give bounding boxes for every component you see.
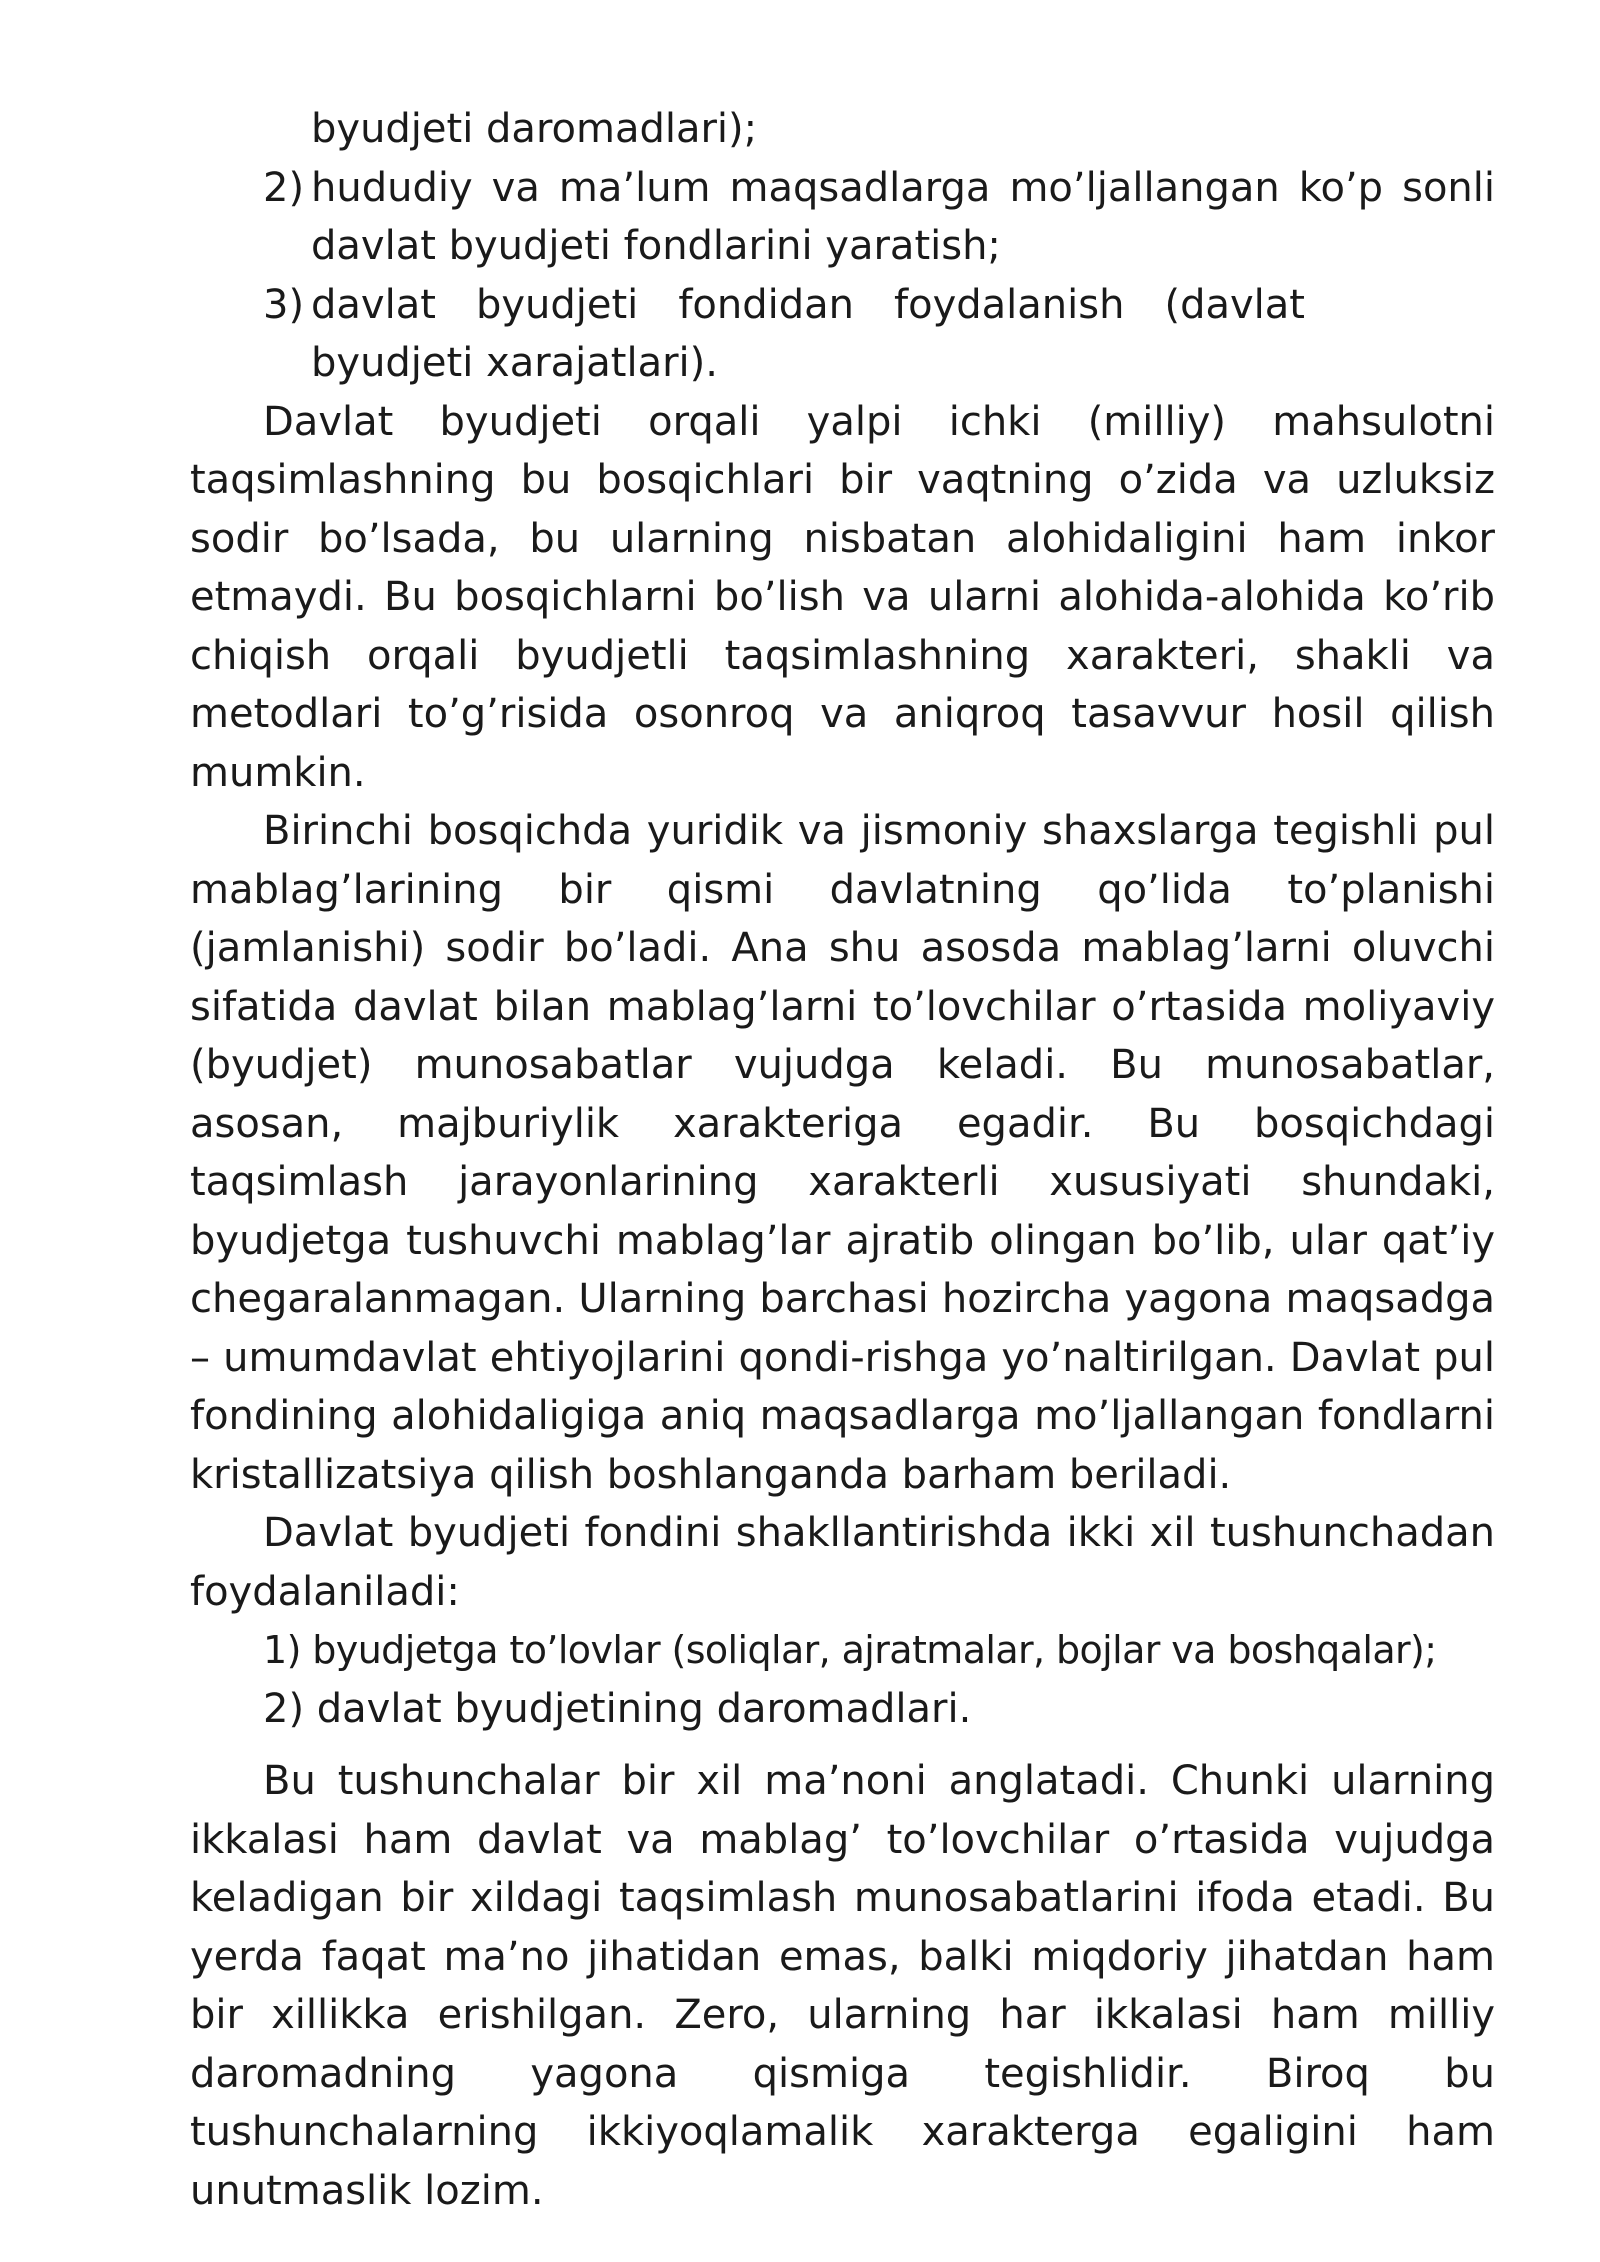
list-item-2 [190, 159, 1495, 276]
document-page [190, 100, 1495, 2220]
list-item-text [311, 276, 1495, 335]
list-item-number: 3) [263, 281, 305, 328]
list-item-continuation: byudjeti xarajatlari). [311, 340, 718, 386]
list-item-continuation: byudjeti daromadlari); [311, 106, 758, 152]
list-item: 2) davlat byudjetining daromadlari. [263, 1685, 972, 1732]
list-item-3 [190, 276, 1495, 335]
paragraph: Birinchi bosqichda yuridik va jismoniy shaxslarga tegishli pul mablag’larining bir qismi davlatning qo’lida to’planishi (jamlanishi) sodir bo’ladi. Ana shu asosda mablag’larni oluvchi sifatida davlat bilan mablag’larni to’lovchilar o’rtasida moliyaviy (byudjet) munosabatlar vujudga keladi. Bu munosabatlar, asosan, majburiylik xarakteriga egadir. Bu bosqichdagi taqsimlash jarayonlarining xarakterli xususiyati shundaki, byudjetga tushuvchi mablag’lar ajratib olingan bo’lib, ular qat’iy chegaralanmagan. Ularning barchasi hozircha yagona maqsadga – umumdavlat ehtiyojlarini qondi-rishga yo’naltirilgan. Davlat pul fondining alohidaligiga aniq maqsadlarga mo’ljallangan fondlarni kristallizatsiya qilish boshlanganda barham beriladi. [190, 808, 1495, 1498]
list-item-line: davlat byudjeti fondidan foydalanish (davlat [311, 281, 1305, 328]
paragraph: Bu tushunchalar bir xil ma’noni anglatadi. Chunki ularning ikkalasi ham davlat va mablag’ to’lovchilar o’rtasida vujudga keladigan bir xildagi taqsimlash munosabatlarini ifoda etadi. Bu yerda faqat ma’no jihatidan emas, balki miqdoriy jihatdan ham bir xillikka erishilgan. Zero, ularning har ikkalasi ham milliy daromadning yagona qismiga tegishlidir. Biroq bu tushunchalarning ikkiyoqlamalik xarakterga egaligini ham unutmaslik lozim. [190, 1758, 1495, 2214]
paragraph: Davlat byudjeti fondini shakllantirishda ikki xil tushunchadan foydalaniladi: [190, 1510, 1495, 1615]
list-item: 1) byudjetga to’lovlar (soliqlar, ajratmalar, bojlar va boshqalar); [263, 1628, 1437, 1672]
list-item-text: hududiy va ma’lum maqsadlarga mo’ljallangan ko’p sonli davlat byudjeti fondlarini yaratish; [311, 164, 1495, 269]
list-item-number: 2) [263, 164, 305, 211]
spacer [190, 1738, 1495, 1752]
paragraph: Davlat byudjeti orqali yalpi ichki (milliy) mahsulotni taqsimlashning bu bosqichlari bir vaqtning o’zida va uzluksiz sodir bo’lsada, bu ularning nisbatan alohidaligini ham inkor etmaydi. Bu bosqichlarni bo’lish va ularni alohida-alohida ko’rib chiqish orqali byudjetli taqsimlashning xarakteri, shakli va metodlari to’g’risida osonroq va aniqroq tasavvur hosil qilish mumkin. [190, 398, 1495, 796]
